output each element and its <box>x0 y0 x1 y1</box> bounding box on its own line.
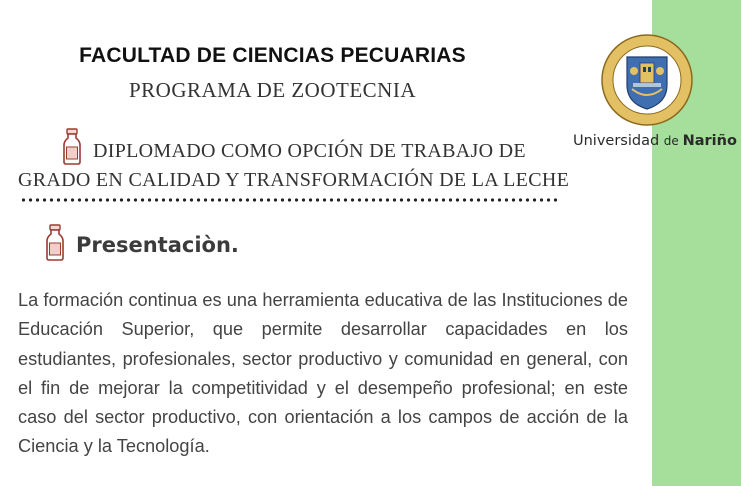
university-name-word: Universidad <box>573 133 664 149</box>
diploma-title-line1: DIPLOMADO COMO OPCIÓN DE TRABAJO DE <box>93 140 526 162</box>
diploma-title-line2: GRADO EN CALIDAD Y TRANSFORMACIÓN DE LA LECHE <box>18 169 570 191</box>
milk-bottle-icon <box>45 224 65 262</box>
program-title: PROGRAMA DE ZOOTECNIA <box>128 78 416 102</box>
university-name-logo <box>573 133 737 149</box>
dotted-divider <box>20 197 558 203</box>
university-name-place: Nariño <box>682 133 737 149</box>
university-seal-icon <box>600 33 694 132</box>
presentation-paragraph: La formación continua es una herramienta educativa de las Instituciones de Educación Superior, que permite desarrollar capacidades en los estudiantes, profesionales, sector productivo y comunidad en general, con el fin de mejorar la competitividad y el desempeño profesional; en este caso del sector productivo, con orientación a los campos de acción de la Ciencia y la Tecnología. <box>18 290 628 457</box>
section-heading: Presentaciòn. <box>76 233 239 257</box>
faculty-title: FACULTAD DE CIENCIAS PECUARIAS <box>79 44 466 67</box>
milk-bottle-icon <box>62 128 82 166</box>
university-name-preposition: de <box>663 134 683 148</box>
